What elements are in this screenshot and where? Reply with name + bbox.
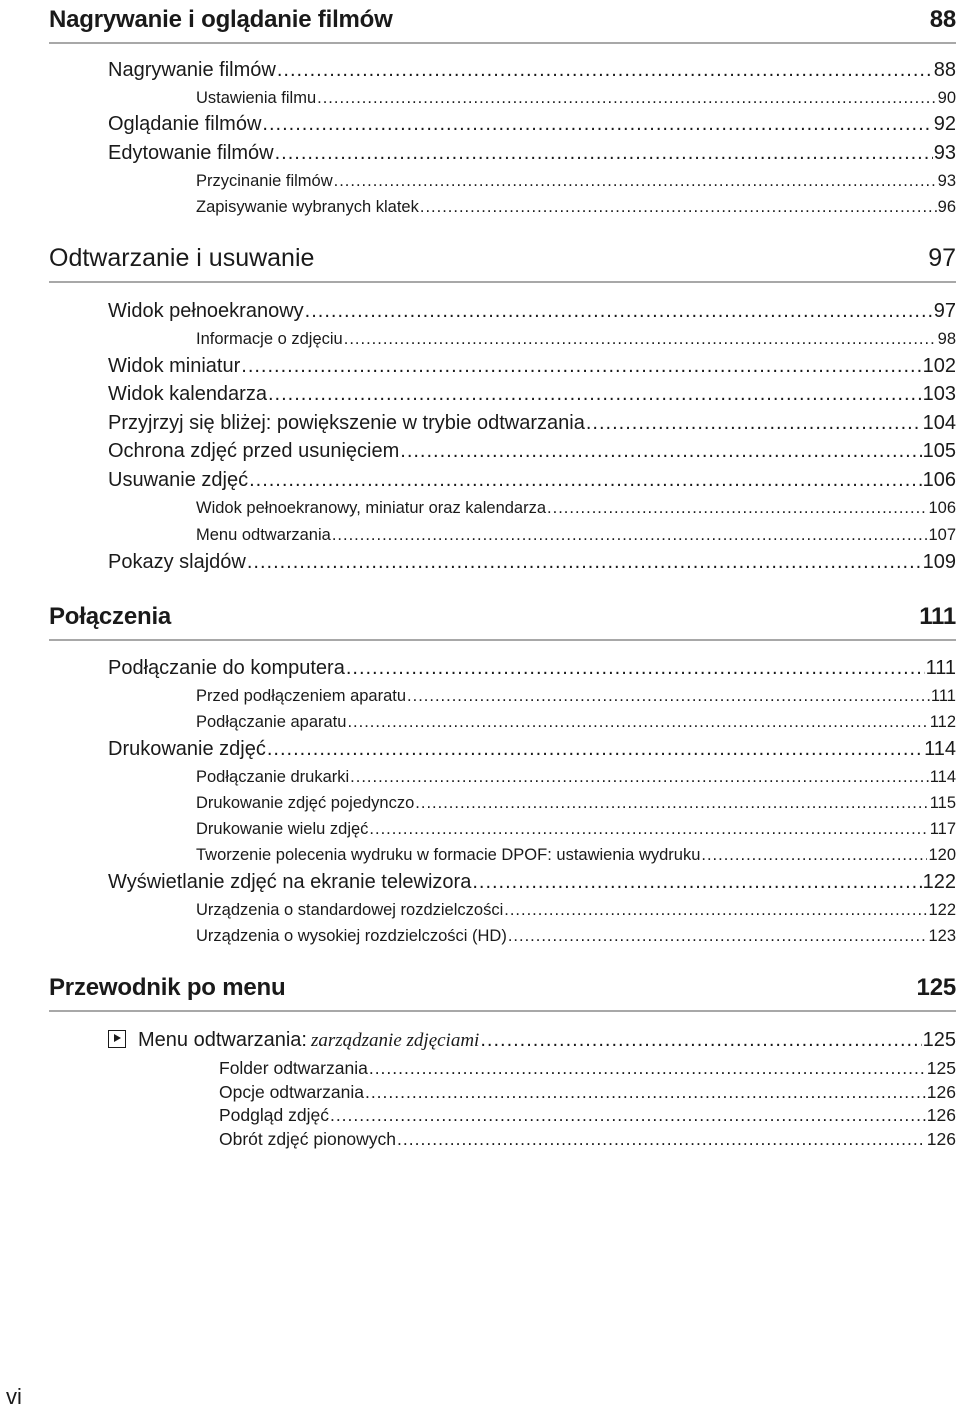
entry-title: Drukowanie wielu zdjęć — [196, 820, 369, 838]
entry-title: Opcje odtwarzania — [219, 1082, 364, 1102]
section-rule — [49, 1010, 956, 1012]
entry-page: 114 — [929, 768, 956, 786]
toc-entry[interactable] — [108, 353, 956, 379]
dot-leader — [397, 1128, 926, 1150]
entry-page: 123 — [928, 927, 956, 945]
dot-leader — [267, 736, 923, 762]
entry-title: Nagrywanie filmów — [108, 59, 276, 81]
dot-leader — [344, 328, 937, 350]
entry-page: 92 — [933, 113, 956, 135]
entry-subtitle: zarządzanie zdjęciami — [310, 1030, 480, 1051]
dot-leader — [504, 899, 927, 921]
entry-page: 114 — [924, 738, 956, 760]
dot-leader — [346, 655, 925, 681]
entry-page: 115 — [929, 794, 956, 812]
entry-title: Informacje o zdjęciu — [196, 330, 343, 348]
entry-page: 107 — [928, 526, 956, 544]
entry-title: Przycinanie filmów — [196, 172, 333, 190]
entry-title: Przyjrzyj się bliżej: powiększenie w trybie odtwarzania — [108, 412, 585, 434]
dot-leader — [241, 353, 921, 379]
dot-leader — [420, 196, 937, 218]
entry-title: Oglądanie filmów — [108, 113, 262, 135]
entry-page: 103 — [922, 383, 956, 405]
entry-page: 106 — [928, 499, 956, 517]
entry-page: 125 — [922, 1029, 956, 1051]
entry-title: Edytowanie filmów — [108, 142, 274, 164]
entry-title: Widok miniatur — [108, 355, 241, 377]
toc-subentry[interactable] — [219, 1128, 956, 1150]
entry-title: Drukowanie zdjęć — [108, 738, 266, 760]
page-number: vi — [6, 1384, 22, 1409]
section-page: 88 — [929, 6, 956, 33]
section-heading — [49, 0, 956, 44]
dot-leader — [508, 925, 928, 947]
entry-page: 104 — [922, 412, 956, 434]
section-title: Połączenia — [49, 603, 172, 630]
entry-title: Obrót zdjęć pionowych — [219, 1129, 397, 1149]
dot-leader — [277, 57, 933, 83]
section-title: Odtwarzanie i usuwanie — [49, 244, 315, 272]
dot-leader — [317, 87, 937, 109]
entry-title: Ochrona zdjęć przed usunięciem — [108, 440, 400, 462]
entry-page: 93 — [937, 172, 956, 190]
dot-leader — [407, 685, 930, 707]
toc-subentry[interactable] — [219, 1104, 956, 1126]
section-rule — [49, 639, 956, 641]
toc-entry[interactable] — [108, 869, 956, 895]
toc-entry[interactable] — [108, 655, 956, 681]
entry-title: Widok pełnoekranowy, miniatur oraz kalendarza — [196, 499, 547, 517]
section-rule — [49, 281, 956, 283]
entry-title: Urządzenia o wysokiej rozdzielczości (HD) — [196, 927, 507, 945]
toc-entry[interactable] — [108, 549, 956, 575]
entry-title: Widok pełnoekranowy — [108, 300, 304, 322]
entry-page: 98 — [937, 330, 956, 348]
toc-subentry[interactable] — [219, 1057, 956, 1079]
entry-title: Menu odtwarzania: — [138, 1029, 307, 1051]
toc-subentry[interactable] — [196, 497, 956, 519]
dot-leader — [334, 170, 937, 192]
toc-entry[interactable] — [108, 57, 956, 83]
entry-page: 122 — [928, 901, 956, 919]
section-title: Nagrywanie i oglądanie filmów — [49, 6, 393, 33]
section-rule — [49, 42, 956, 44]
toc-entry[interactable] — [108, 298, 956, 324]
entry-page: 106 — [922, 469, 956, 491]
entry-title: Usuwanie zdjęć — [108, 469, 249, 491]
dot-leader — [369, 1057, 926, 1079]
entry-title: Podłączanie drukarki — [196, 768, 350, 786]
entry-page: 90 — [937, 89, 956, 107]
entry-title: Drukowanie zdjęć pojedynczo — [196, 794, 415, 812]
entry-title: Ustawienia filmu — [196, 89, 317, 107]
dot-leader — [249, 467, 922, 493]
entry-page: 120 — [928, 846, 956, 864]
entry-title: Menu odtwarzania — [196, 526, 331, 544]
dot-leader — [347, 711, 928, 733]
toc-subentry[interactable] — [196, 87, 956, 109]
entry-title: Podłączanie do komputera — [108, 657, 345, 679]
entry-page: 88 — [933, 59, 956, 81]
dot-leader — [415, 792, 928, 814]
entry-title: Folder odtwarzania — [219, 1058, 368, 1078]
toc-entry[interactable] — [108, 111, 956, 137]
dot-leader — [480, 1027, 921, 1053]
entry-title: Urządzenia o standardowej rozdzielczości — [196, 901, 504, 919]
entry-page: 125 — [926, 1058, 956, 1078]
section-page: 97 — [928, 244, 956, 272]
entry-title: Podłączanie aparatu — [196, 713, 347, 731]
toc-subentry[interactable] — [196, 844, 956, 866]
toc-entry[interactable] — [108, 410, 956, 436]
dot-leader — [262, 111, 932, 137]
entry-page: 111 — [930, 687, 956, 705]
entry-page: 97 — [933, 300, 956, 322]
toc-entry[interactable] — [108, 381, 956, 407]
dot-leader — [350, 766, 929, 788]
entry-page: 117 — [929, 820, 956, 838]
section-page: 125 — [916, 974, 956, 1001]
section-title: Przewodnik po menu — [49, 974, 286, 1001]
toc-subentry[interactable] — [196, 792, 956, 814]
entry-title-group — [108, 1027, 479, 1054]
toc-subentry[interactable] — [196, 196, 956, 218]
entry-page: 111 — [925, 657, 956, 679]
toc-subentry[interactable] — [196, 170, 956, 192]
dot-leader — [247, 549, 922, 575]
section-page: 111 — [919, 603, 956, 630]
dot-leader — [330, 1104, 926, 1126]
dot-leader — [275, 140, 933, 166]
dot-leader — [365, 1081, 926, 1103]
toc-entry[interactable] — [108, 438, 956, 464]
entry-title: Wyświetlanie zdjęć na ekranie telewizora — [108, 871, 472, 893]
entry-page: 105 — [922, 440, 956, 462]
toc-entry[interactable] — [108, 467, 956, 493]
entry-title: Widok kalendarza — [108, 383, 267, 405]
section-heading — [49, 597, 956, 641]
toc-subentry[interactable] — [196, 524, 956, 546]
entry-page: 93 — [933, 142, 956, 164]
entry-page: 126 — [926, 1082, 956, 1102]
entry-title: Podgląd zdjęć — [219, 1105, 329, 1125]
toc-entry[interactable] — [108, 140, 956, 166]
toc-subentry[interactable] — [196, 328, 956, 350]
toc-subentry[interactable] — [219, 1081, 956, 1103]
toc-subentry[interactable] — [196, 818, 956, 840]
entry-page: 112 — [929, 713, 956, 731]
entry-page: 102 — [922, 355, 956, 377]
dot-leader — [332, 524, 928, 546]
entry-page: 96 — [937, 198, 956, 216]
entry-page: 122 — [922, 871, 956, 893]
dot-leader — [586, 410, 922, 436]
entry-title: Pokazy slajdów — [108, 551, 246, 573]
section-heading — [49, 968, 956, 1012]
dot-leader — [547, 497, 927, 519]
dot-leader — [305, 298, 933, 324]
section-heading — [49, 239, 956, 283]
entry-page: 109 — [922, 551, 956, 573]
dot-leader — [701, 844, 927, 866]
dot-leader — [268, 381, 922, 407]
toc-subentry[interactable] — [196, 711, 956, 733]
toc-subentry[interactable] — [196, 766, 956, 788]
toc-subentry[interactable] — [196, 685, 956, 707]
toc-entry[interactable] — [108, 736, 956, 762]
dot-leader — [472, 869, 921, 895]
entry-title: Zapisywanie wybranych klatek — [196, 198, 419, 216]
toc-entry[interactable] — [108, 1027, 956, 1053]
toc-subentry[interactable] — [196, 925, 956, 947]
entry-page: 126 — [926, 1105, 956, 1125]
entry-title: Przed podłączeniem aparatu — [196, 687, 407, 705]
entry-page: 126 — [926, 1129, 956, 1149]
entry-title: Tworzenie polecenia wydruku w formacie DPOF: ustawienia wydruku — [196, 846, 701, 864]
toc-subentry[interactable] — [196, 899, 956, 921]
dot-leader — [369, 818, 928, 840]
dot-leader — [400, 438, 921, 464]
playback-icon — [108, 1030, 126, 1048]
